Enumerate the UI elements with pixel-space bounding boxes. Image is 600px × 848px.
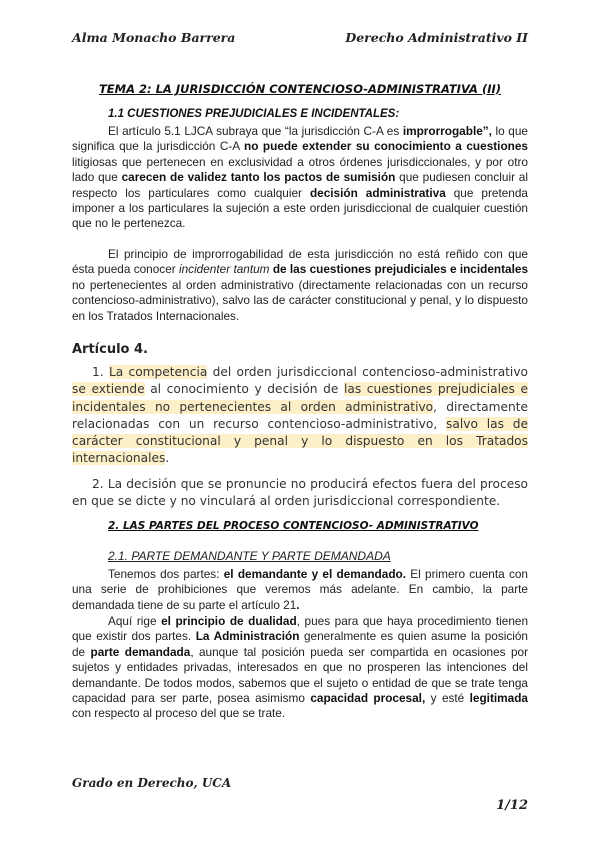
article-item-2: 2. La decisión que se pronuncie no producirá efectos fuera del proceso en que se dicte y no vinculará al orden jurisdiccional correspondiente.	[72, 477, 529, 509]
paragraph-improrrogable: El artículo 5.1 LJCA subraya que “la jurisdicción C-A es improrrogable”, lo que significa que la jurisdicción C-A no puede extender su conocimiento a cuestiones litigiosas que pertenecen en exclusividad a otros órdenes jurisdiccionales, y por otro lado que carecen de validez tanto los pactos de sumisión que pudiesen concluir al respecto los particulares como cualquier decisión administrativa que pretenda imponer a los particulares la sujeción a este orden jurisdiccional de cualquier cuestión que no le pertenezca.	[72, 124, 528, 231]
article-item-1: 1. La competencia del orden jurisdiccional contencioso-administrativo se extiende al conocimiento y decisión de las cuestiones prejudiciales e incidentales no pertenecientes al orden administrativo, directamente relacionadas con un recurso contencioso-administrativo, salvo las de carácter constitucional y penal y lo dispuesto en los Tratados internacionales.	[72, 365, 529, 466]
section-2-1-heading: 2.1. PARTE DEMANDANTE Y PARTE DEMANDADA	[108, 549, 391, 563]
page-number: 1/12	[496, 798, 528, 813]
page-title: TEMA 2: LA JURISDICCIÓN CONTENCIOSO-ADMINISTRATIVA (II)	[98, 82, 502, 96]
header-author: Alma Monacho Barrera	[72, 30, 236, 45]
paragraph-incidenter-tantum: El principio de improrrogabilidad de esta jurisdicción no está reñido con que ésta pueda conocer incidenter tantum de las cuestiones prejudiciales e incidentales no pertenecientes al orden administrativo (directamente relacionadas con un recurso contencioso-administrativo), salvo las de carácter constitucional y penal, y lo dispuesto en los Tratados Internacionales.	[72, 247, 529, 323]
article-heading: Artículo 4.	[72, 342, 149, 357]
paragraph-dos-partes: Tenemos dos partes: el demandante y el demandado. El primero cuenta con una serie de prohibiciones que veremos más adelante. En cambio, la parte demandada tiene de su parte el artículo 21.	[72, 567, 528, 612]
paragraph-dualidad: Aquí rige el principio de dualidad, pues para que haya procedimiento tienen que existir dos partes. La Administración generalmente es quien asume la posición de parte demandada, aunque tal posición pueda ser compartida en ocasiones por sujetos y entidades privadas, interesados en que no prosperen las intenciones del demandante. De todos modos, sabemos que el sujeto o entidad de que se trate tenga capacidad para ser parte, posea asimismo capacidad procesal, y esté legitimada con respecto al proceso del que se trate.	[72, 614, 529, 721]
footer-course: Grado en Derecho, UCA	[72, 776, 232, 790]
section-1-1-heading: 1.1 CUESTIONES PREJUDICIALES E INCIDENTALES:	[108, 108, 400, 120]
section-2-heading: 2. LAS PARTES DEL PROCESO CONTENCIOSO- ADMINISTRATIVO	[108, 520, 479, 532]
header-subject: Derecho Administrativo II	[345, 30, 528, 45]
